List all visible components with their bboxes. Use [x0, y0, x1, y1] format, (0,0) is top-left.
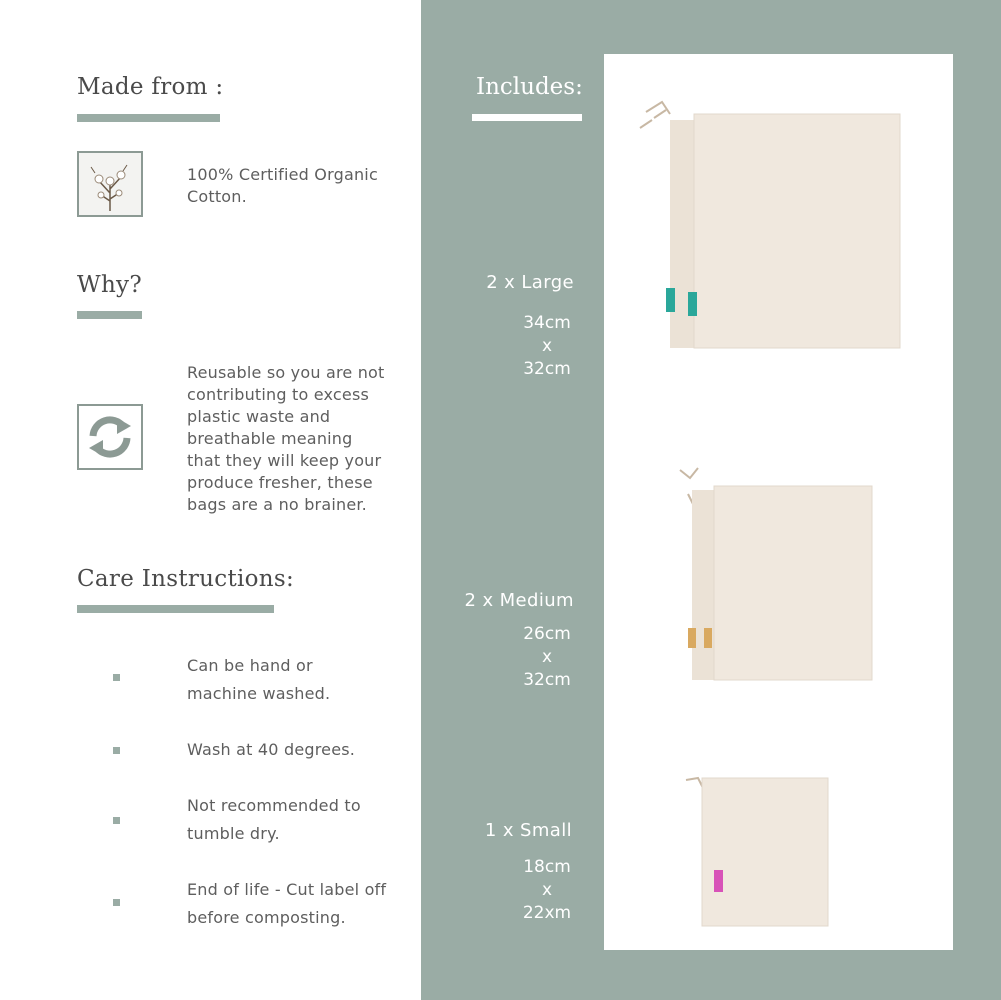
care-line: machine washed.: [187, 684, 331, 703]
care-heading: Care Instructions:: [77, 566, 295, 592]
dim-x: x: [541, 880, 553, 900]
dim-height: 32cm: [523, 670, 571, 690]
dim-height: 22xm: [522, 903, 572, 923]
care-line: Not recommended to: [187, 796, 361, 815]
size-large-dimensions: [507, 312, 587, 381]
size-large-title: 2 x Large: [486, 272, 574, 293]
why-underline: [77, 311, 142, 319]
made-from-underline: [77, 114, 220, 122]
why-heading: Why?: [77, 272, 142, 298]
why-line: plastic waste and: [187, 407, 331, 426]
care-line: End of life - Cut label off: [187, 880, 387, 899]
why-text: [187, 362, 385, 516]
why-line: breathable meaning: [187, 429, 353, 448]
includes-heading: Includes:: [476, 74, 583, 100]
small-bag-image: [686, 778, 828, 926]
size-small-dimensions: [507, 856, 587, 925]
size-medium-dimensions: [507, 623, 587, 692]
bullet-icon: [113, 817, 120, 824]
why-line: Reusable so you are not: [187, 363, 385, 382]
dim-width: 34cm: [523, 313, 571, 333]
size-small-title: 1 x Small: [484, 820, 572, 841]
why-line: contributing to excess: [187, 385, 370, 404]
why-line: that they will keep your: [187, 451, 382, 470]
care-underline: [77, 605, 274, 613]
made-from-text: [187, 164, 378, 208]
bullet-icon: [113, 747, 120, 754]
dim-width: 18cm: [523, 857, 571, 877]
care-line: Can be hand or: [187, 656, 313, 675]
care-item: [187, 876, 386, 932]
care-line: before composting.: [187, 908, 346, 927]
care-item: [187, 792, 361, 848]
product-photo-panel: [604, 54, 953, 950]
made-from-line: 100% Certified Organic: [187, 165, 378, 184]
dim-width: 26cm: [523, 624, 571, 644]
care-line: Wash at 40 degrees.: [187, 740, 356, 759]
cotton-plant-icon: [77, 151, 143, 217]
recycle-arrows-icon: [77, 404, 143, 470]
dim-x: x: [541, 647, 553, 667]
made-from-heading: Made from :: [77, 74, 224, 100]
why-line: produce fresher, these: [187, 473, 373, 492]
dim-x: x: [541, 336, 553, 356]
size-medium-title: 2 x Medium: [464, 590, 574, 611]
medium-bag-image: [680, 468, 872, 680]
bullet-icon: [113, 674, 120, 681]
includes-underline: [472, 114, 582, 121]
care-line: tumble dry.: [187, 824, 280, 843]
care-item: [187, 736, 355, 764]
dim-height: 32cm: [523, 359, 571, 379]
info-column: [0, 0, 421, 1000]
large-bag-image: [640, 102, 900, 348]
made-from-line: Cotton.: [187, 187, 247, 206]
bullet-icon: [113, 899, 120, 906]
why-line: bags are a no brainer.: [187, 495, 367, 514]
care-item: [187, 652, 330, 708]
